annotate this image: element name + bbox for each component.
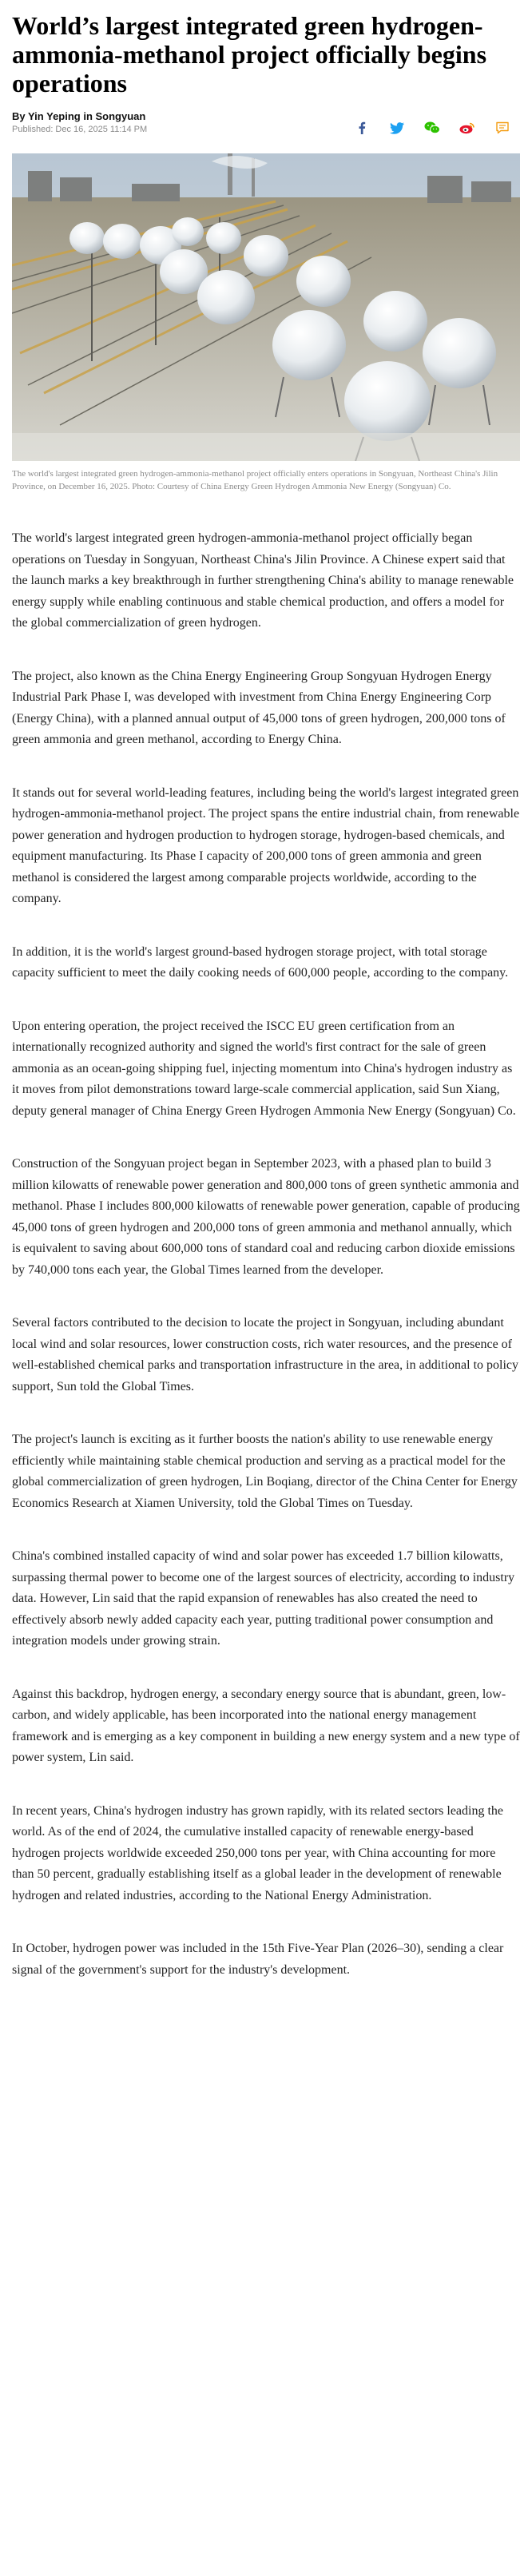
- publish-date: Published: Dec 16, 2025 11:14 PM: [12, 125, 148, 134]
- article-paragraph: The project, also known as the China Energy Engineering Group Songyuan Hydrogen Energy Industrial Park Phase I, was developed with investment from China Energy Engineering Corp (Energy China), with a planned annual output of 45,000 tons of green hydrogen, 200,000 tons of green ammonia and green methanol, according to Energy China.: [12, 669, 506, 746]
- article-paragraph: Construction of the Songyuan project began in September 2023, with a phased plan to build 3 million kilowatts of renewable power generation and 800,000 tons of green synthetic ammonia and methanol. Phase I includes 800,000 kilowatts of renewable power generation, capable of producing 45,000 tons of green hydrogen and 200,000 tons of green ammonia and methanol annually, which is equivalent to saving about 600,000 tons of standard coal and reducing carbon dioxide emissions by 740,000 tons each year, the Global Times learned from the developer.: [12, 1157, 520, 1277]
- article-paragraph: The project's launch is exciting as it further boosts the nation's ability to use renewable energy efficiently while maintaining stable chemical production and serving as a practical model for the global commercialization of green hydrogen, Lin Boqiang, director of the China Center for Energy Economics Research at Xiamen University, told the Global Times on Tuesday.: [12, 1433, 518, 1510]
- byline: [12, 110, 147, 134]
- article-paragraph: Several factors contributed to the decision to locate the project in Songyuan, including abundant local wind and solar resources, lower construction costs, rich water resources, and the presence of well-established chemical parks and transportation infrastructure in the area, in additional to policy support, Sun told the Global Times.: [12, 1316, 519, 1393]
- article-paragraph: The world's largest integrated green hydrogen-ammonia-methanol project officially began operations on Tuesday in Songyuan, Northeast China's Jilin Province. A Chinese expert said that the launch marks a key breakthrough in further strengthening China's ability to manage renewable energy supply while enabling continuous and stable chemical production, and offers a model for the global commercialization of green hydrogen.: [12, 531, 514, 630]
- photo-caption: The world's largest integrated green hydrogen-ammonia-methanol project officially enters operations in Songyuan, Northeast China's Jilin Province, on December 16, 2025. Photo: Courtesy of China Energy Green Hydrogen Ammonia New Energy (Songyuan) Co.: [12, 469, 498, 491]
- wechat-icon[interactable]: [421, 120, 443, 136]
- byline-row: [12, 110, 520, 136]
- article-body: [12, 528, 520, 1981]
- article-title: World’s largest integrated green hydrogen-ammonia-methanol project officially begins operations: [12, 11, 487, 97]
- article-paragraph: Upon entering operation, the project received the ISCC EU green certification from an internationally recognized authority and signed the world's first contract for the sale of green ammonia as an ocean-going shipping fuel, injecting momentum into China's hydrogen industry as it moves from pilot demonstrations toward large-scale commercial application, said Sun Xiang, deputy general manager of China Energy Green Hydrogen Ammonia New Energy (Songyuan) Co.: [12, 1019, 516, 1118]
- article-paragraph: In addition, it is the world's largest ground-based hydrogen storage project, with total storage capacity sufficient to meet the daily cooking needs of 600,000 people, according to the company.: [12, 944, 509, 980]
- article-paragraph: It stands out for several world-leading features, including being the world's largest integrated green hydrogen-ammonia-methanol project. The project spans the entire industrial chain, from renewable power generation and hydrogen production to hydrogen storage, hydrogen-based chemicals, and equipment manufacturing. Its Phase I capacity of 200,000 tons of green ammonia and green methanol is considered the largest among comparable projects worldwide, according to the company.: [12, 785, 520, 905]
- article-paragraph: In October, hydrogen power was included in the 15th Five-Year Plan (2026–30), sending a clear signal of the government's support for the industry's development.: [12, 1942, 504, 1977]
- article-paragraph: In recent years, China's hydrogen industry has grown rapidly, with its related sectors leading the world. As of the end of 2024, the cumulative installed capacity of renewable energy-based hydrogen projects worldwide exceeded 250,000 tons per year, with China accounting for more than 50 percent, gradually establishing itself as a global leader in the development of renewable hydrogen and related industries, according to the National Energy Administration.: [12, 1803, 504, 1902]
- author-name: By Yin Yeping in Songyuan: [12, 110, 146, 122]
- comment-icon[interactable]: [491, 120, 514, 136]
- article-paragraph: China's combined installed capacity of wind and solar power has exceeded 1.7 billion kilowatts, surpassing thermal power to become one of the largest sources of electricity, according to industry data. However, Lin said that the rapid expansion of renewables has also created the need to effectively absorb newly added capacity each year, putting traditional power consumption and integration models under growing strain.: [12, 1549, 515, 1648]
- twitter-icon[interactable]: [386, 120, 408, 136]
- article-paragraph: Against this backdrop, hydrogen energy, a secondary energy source that is abundant, green, low-carbon, and widely applicable, has been incorporated into the national energy management framework and is emerging as a key component in building a new energy system and a new type of power system, Lin said.: [12, 1687, 520, 1764]
- facebook-icon[interactable]: [351, 120, 373, 136]
- share-bar: [351, 120, 514, 136]
- article-photo: [12, 153, 520, 461]
- article-page: [12, 0, 520, 1981]
- weibo-icon[interactable]: [456, 120, 478, 136]
